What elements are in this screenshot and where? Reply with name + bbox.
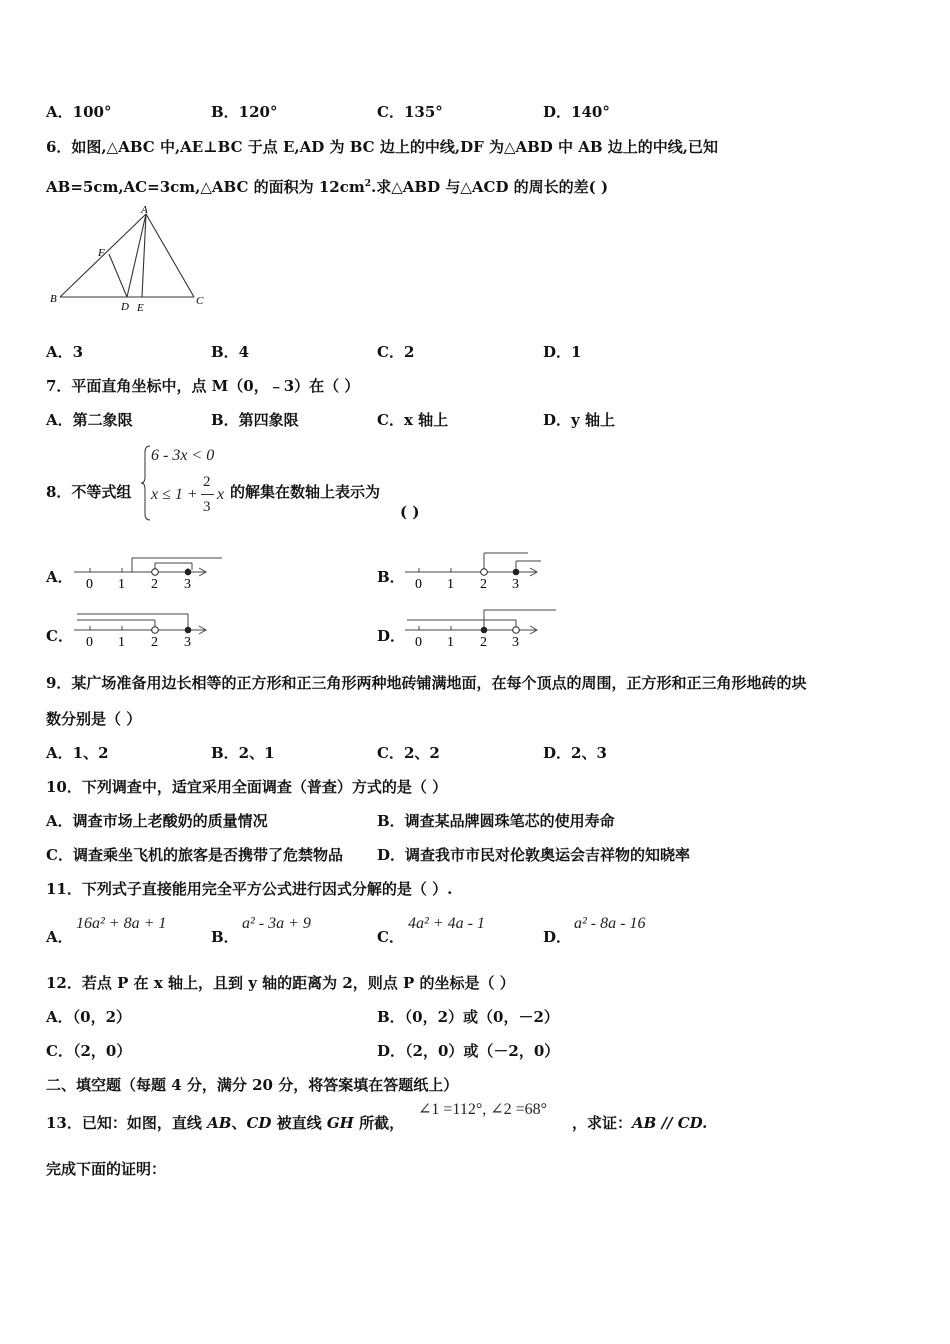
figure-label-a: A xyxy=(141,204,148,216)
q8-inequality-2-right: x xyxy=(217,486,225,503)
q8-suffix: 的解集在数轴上表示为 xyxy=(230,483,381,501)
q9-option-b: B．2、1 xyxy=(211,744,275,762)
tick-1: 1 xyxy=(447,577,454,592)
q9-option-c: C．2、2 xyxy=(377,744,440,762)
tick-3: 3 xyxy=(184,635,191,650)
tick-3: 3 xyxy=(512,577,519,592)
section-heading-fill-in: 二、填空题（每题 4 分，满分 20 分，将答案填在答题纸上） xyxy=(46,1076,459,1094)
tick-1: 1 xyxy=(118,635,125,650)
q11-option-d-letter: D． xyxy=(543,928,572,946)
q11-option-a-letter: A． xyxy=(46,928,73,946)
q7-stem: 7．平面直角坐标中，点 M（0，﹣3）在（ ） xyxy=(46,377,360,395)
tick-1: 1 xyxy=(447,635,454,650)
q7-option-a: A．第二象限 xyxy=(46,411,133,429)
q8-fraction-denominator: 3 xyxy=(203,499,211,515)
q13-angle-formula: ∠1 =112°, ∠2 =68° xyxy=(418,1101,548,1118)
q13-stem: 13．已知：如图，直线 AB、CD 被直线 GH 所截， xyxy=(46,1114,405,1132)
q7-option-b: B．第四象限 xyxy=(211,411,299,429)
q8-option-c-number-line xyxy=(72,606,232,652)
q9-option-d: D．2、3 xyxy=(543,744,607,762)
q8-answer-paren: ( ) xyxy=(400,503,420,521)
tick-2: 2 xyxy=(480,635,487,650)
q5-option-c: C．135° xyxy=(377,103,443,121)
q8-option-c-letter: C． xyxy=(46,627,73,645)
q11-option-b-letter: B． xyxy=(211,928,239,946)
figure-label-d: D xyxy=(121,301,129,313)
q8-option-b-letter: B． xyxy=(377,568,405,586)
q8-fraction-bar xyxy=(201,494,214,495)
q11-option-d-expression: a² - 8a - 16 xyxy=(574,915,646,932)
q5-option-b: B．120° xyxy=(211,103,278,121)
q8-option-d-number-line xyxy=(403,606,563,652)
figure-label-f: F xyxy=(98,247,105,259)
q12-option-a: A．（0，2） xyxy=(46,1008,132,1026)
q7-option-d: D．y 轴上 xyxy=(543,411,615,429)
q6-triangle-figure xyxy=(46,204,216,316)
q11-option-c-letter: C． xyxy=(377,928,404,946)
q8-option-a-number-line xyxy=(72,548,232,594)
tick-2: 2 xyxy=(480,577,487,592)
q12-option-b: B．（0，2）或（0，－2） xyxy=(377,1008,559,1026)
q11-option-c-expression: 4a² + 4a - 1 xyxy=(408,915,485,932)
q11-stem: 11．下列式子直接能用完全平方公式进行因式分解的是（ ）. xyxy=(46,880,453,898)
figure-label-c: C xyxy=(196,295,204,307)
q13-prove: ，求证：AB // CD. xyxy=(572,1114,708,1132)
tick-2: 2 xyxy=(151,635,158,650)
q9-stem-line2: 数分别是（ ） xyxy=(46,710,142,728)
tick-3: 3 xyxy=(184,577,191,592)
q11-option-b-expression: a² - 3a + 9 xyxy=(242,915,311,932)
q10-option-a: A．调查市场上老酸奶的质量情况 xyxy=(46,812,268,830)
q8-option-d-letter: D． xyxy=(377,627,406,645)
q5-option-a: A．100° xyxy=(46,103,112,121)
tick-0: 0 xyxy=(415,635,422,650)
q7-option-c: C．x 轴上 xyxy=(377,411,449,429)
q10-stem: 10．下列调查中，适宜采用全面调查（普查）方式的是（ ） xyxy=(46,778,448,796)
q10-option-c: C．调查乘坐飞机的旅客是否携带了危禁物品 xyxy=(46,846,343,864)
q9-stem-line1: 9．某广场准备用边长相等的正方形和正三角形两种地砖铺满地面，在每个顶点的周围，正方形和正三角形地砖的块 xyxy=(46,674,807,692)
q6-option-d: D．1 xyxy=(543,343,582,361)
tick-1: 1 xyxy=(118,577,125,592)
q12-option-c: C．（2，0） xyxy=(46,1042,132,1060)
tick-0: 0 xyxy=(86,635,93,650)
q6-stem-line1: 6．如图,△ABC 中,AE⊥BC 于点 E,AD 为 BC 边上的中线,DF 为△ABD 中 AB 边上的中线,已知 xyxy=(46,138,719,156)
tick-3: 3 xyxy=(512,635,519,650)
q5-option-d: D．140° xyxy=(543,103,610,121)
q13-proof-instruction: 完成下面的证明： xyxy=(46,1160,167,1178)
q11-option-a-expression: 16a² + 8a + 1 xyxy=(76,915,167,932)
q8-prefix: 8．不等式组 xyxy=(46,483,132,501)
q12-stem: 12．若点 P 在 x 轴上，且到 y 轴的距离为 2，则点 P 的坐标是（ ） xyxy=(46,974,515,992)
q9-option-a: A．1、2 xyxy=(46,744,109,762)
figure-label-b: B xyxy=(50,293,57,305)
q8-option-a-letter: A． xyxy=(46,568,73,586)
q12-option-d: D．（2，0）或（－2，0） xyxy=(377,1042,560,1060)
q10-option-d: D．调查我市市民对伦敦奥运会吉祥物的知晓率 xyxy=(377,846,691,864)
q10-option-b: B．调查某品牌圆珠笔芯的使用寿命 xyxy=(377,812,615,830)
figure-label-e: E xyxy=(137,302,144,314)
q6-option-b: B．4 xyxy=(211,343,250,361)
q6-option-c: C．2 xyxy=(377,343,415,361)
q6-option-a: A．3 xyxy=(46,343,84,361)
q8-inequality-1: 6 - 3x < 0 xyxy=(151,447,215,464)
tick-0: 0 xyxy=(415,577,422,592)
q8-option-b-number-line xyxy=(403,548,563,594)
tick-2: 2 xyxy=(151,577,158,592)
q8-inequality-2-left: x ≤ 1 + xyxy=(151,486,198,503)
q6-stem-line2: AB=5cm,AC=3cm,△ABC 的面积为 $12cm^2$.求△ABD 与△ACD 的周长的差( ) xyxy=(46,178,609,196)
q8-fraction-numerator: 2 xyxy=(203,474,211,490)
tick-0: 0 xyxy=(86,577,93,592)
